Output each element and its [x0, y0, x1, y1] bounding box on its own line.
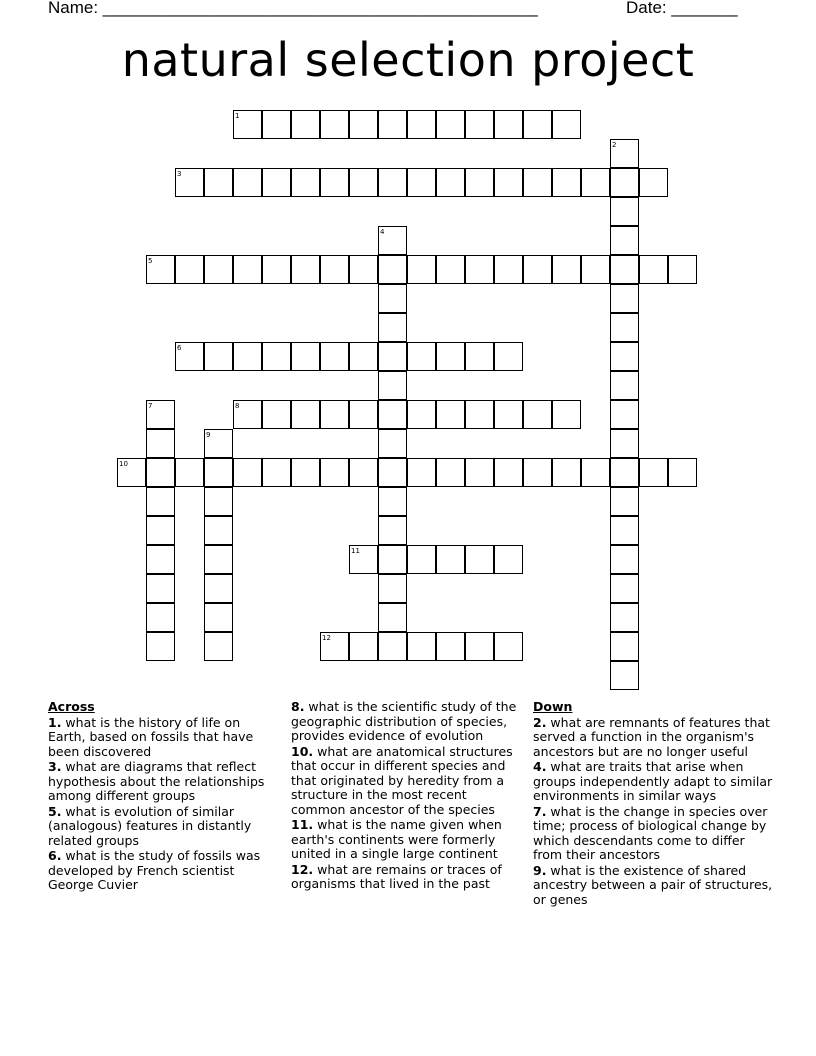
crossword-cell[interactable]	[436, 545, 465, 574]
crossword-cell[interactable]	[378, 429, 407, 458]
crossword-cell[interactable]	[204, 632, 233, 661]
crossword-cell[interactable]	[349, 400, 378, 429]
clue-number: 7.	[533, 803, 547, 819]
crossword-cell[interactable]	[378, 545, 407, 574]
crossword-cell[interactable]	[233, 342, 262, 371]
crossword-cell[interactable]	[204, 458, 233, 487]
crossword-cell[interactable]	[204, 574, 233, 603]
crossword-cell[interactable]	[146, 487, 175, 516]
crossword-cell[interactable]	[291, 342, 320, 371]
crossword-cell[interactable]	[233, 458, 262, 487]
crossword-cell[interactable]	[465, 342, 494, 371]
crossword-cell[interactable]	[523, 400, 552, 429]
crossword-cell[interactable]	[175, 342, 204, 371]
crossword-cell[interactable]	[117, 458, 146, 487]
crossword-cell[interactable]	[668, 255, 697, 284]
crossword-cell[interactable]	[262, 168, 291, 197]
crossword-cell[interactable]	[610, 458, 639, 487]
crossword-cell[interactable]	[320, 342, 349, 371]
clue-number: 12.	[291, 861, 314, 877]
crossword-cell[interactable]	[436, 168, 465, 197]
crossword-cell[interactable]	[204, 603, 233, 632]
crossword-cell[interactable]	[523, 110, 552, 139]
crossword-cell[interactable]	[262, 400, 291, 429]
crossword-cell[interactable]	[349, 632, 378, 661]
date-field[interactable]: Date: _______	[626, 0, 738, 17]
crossword-cell[interactable]	[494, 632, 523, 661]
crossword-cell[interactable]	[610, 313, 639, 342]
crossword-cell[interactable]	[436, 458, 465, 487]
across-clues-column-2	[291, 700, 523, 893]
crossword-cell[interactable]	[436, 632, 465, 661]
clue-across-6	[48, 849, 280, 893]
clue-number: 1.	[48, 714, 62, 730]
across-clues-column-1	[48, 700, 280, 894]
clue-text: what are remnants of features that served a function in the organism's ancestors but are no longer useful	[533, 714, 770, 759]
clue-across-11	[291, 818, 523, 862]
clue-number-label: 10	[119, 460, 128, 468]
clue-number-label: 4	[380, 228, 385, 236]
crossword-cell[interactable]	[320, 255, 349, 284]
crossword-cell[interactable]	[291, 110, 320, 139]
crossword-cell[interactable]	[523, 168, 552, 197]
crossword-cell[interactable]	[465, 255, 494, 284]
crossword-cell[interactable]	[407, 632, 436, 661]
crossword-cell[interactable]	[175, 458, 204, 487]
crossword-cell[interactable]	[436, 342, 465, 371]
crossword-cell[interactable]	[204, 545, 233, 574]
clue-down-9	[533, 864, 773, 908]
clue-number-label: 9	[206, 431, 211, 439]
crossword-cell[interactable]	[378, 342, 407, 371]
crossword-cell[interactable]	[378, 632, 407, 661]
down-heading: Down	[533, 699, 573, 714]
crossword-cell[interactable]	[146, 458, 175, 487]
crossword-cell[interactable]	[378, 371, 407, 400]
clue-number: 5.	[48, 803, 62, 819]
crossword-cell[interactable]	[378, 284, 407, 313]
crossword-cell[interactable]	[610, 429, 639, 458]
clue-down-4	[533, 760, 773, 804]
crossword-cell[interactable]	[146, 545, 175, 574]
crossword-cell[interactable]	[349, 255, 378, 284]
crossword-cell[interactable]	[233, 400, 262, 429]
crossword-cell[interactable]	[204, 255, 233, 284]
crossword-cell[interactable]	[494, 110, 523, 139]
crossword-cell[interactable]	[407, 255, 436, 284]
crossword-cell[interactable]	[146, 603, 175, 632]
crossword-cell[interactable]	[320, 632, 349, 661]
crossword-cell[interactable]	[552, 255, 581, 284]
clue-across-3	[48, 760, 280, 804]
crossword-cell[interactable]	[204, 342, 233, 371]
crossword-cell[interactable]	[146, 429, 175, 458]
down-clues-column	[533, 700, 773, 908]
name-field[interactable]: Name: ______________________________________________	[48, 0, 538, 17]
clue-number: 4.	[533, 759, 547, 774]
crossword-cell[interactable]	[436, 255, 465, 284]
clue-number-label: 12	[322, 634, 331, 642]
crossword-cell[interactable]	[378, 168, 407, 197]
crossword-cell[interactable]	[233, 255, 262, 284]
crossword-cell[interactable]	[610, 342, 639, 371]
crossword-cell[interactable]	[291, 458, 320, 487]
crossword-cell[interactable]	[552, 168, 581, 197]
crossword-cell[interactable]	[349, 545, 378, 574]
crossword-cell[interactable]	[581, 168, 610, 197]
crossword-cell[interactable]	[465, 400, 494, 429]
crossword-cell[interactable]	[494, 400, 523, 429]
crossword-cell[interactable]	[494, 545, 523, 574]
crossword-cell[interactable]	[146, 516, 175, 545]
crossword-cell[interactable]	[204, 487, 233, 516]
crossword-cell[interactable]	[407, 110, 436, 139]
crossword-cell[interactable]	[610, 545, 639, 574]
clue-across-1	[48, 716, 280, 760]
crossword-cell[interactable]	[262, 110, 291, 139]
crossword-cell[interactable]	[639, 458, 668, 487]
crossword-cell[interactable]	[610, 139, 639, 168]
crossword-cell[interactable]	[465, 458, 494, 487]
clue-text: what is the study of fossils was developed by French scientist George Cuvier	[48, 848, 261, 892]
crossword-cell[interactable]	[494, 255, 523, 284]
clue-number-label: 3	[177, 170, 182, 178]
clue-number: 8.	[291, 699, 305, 714]
crossword-cell[interactable]	[494, 168, 523, 197]
crossword-cell[interactable]	[349, 168, 378, 197]
crossword-cell[interactable]	[581, 255, 610, 284]
crossword-cell[interactable]	[378, 603, 407, 632]
clue-text: what is the change in species over time; process of biological change by which descendants come to differ from their ancestors	[533, 803, 768, 862]
clue-number-label: 5	[148, 257, 153, 265]
crossword-cell[interactable]	[494, 342, 523, 371]
crossword-cell[interactable]	[523, 458, 552, 487]
crossword-cell[interactable]	[378, 255, 407, 284]
crossword-cell[interactable]	[175, 255, 204, 284]
crossword-cell[interactable]	[146, 632, 175, 661]
crossword-cell[interactable]	[146, 574, 175, 603]
crossword-cell[interactable]	[436, 110, 465, 139]
crossword-cell[interactable]	[436, 400, 465, 429]
crossword-cell[interactable]	[262, 342, 291, 371]
clue-text: what are diagrams that reflect hypothesis about the relationships among different groups	[48, 759, 265, 803]
crossword-cell[interactable]	[378, 458, 407, 487]
crossword-cell[interactable]	[378, 574, 407, 603]
clue-number: 10.	[291, 743, 314, 759]
crossword-cell[interactable]	[262, 255, 291, 284]
crossword-cell[interactable]	[320, 458, 349, 487]
clue-text: what is the existence of shared ancestry between a pair of structures, or genes	[533, 862, 773, 907]
crossword-cell[interactable]	[494, 458, 523, 487]
crossword-cell[interactable]	[407, 168, 436, 197]
crossword-cell[interactable]	[378, 400, 407, 429]
crossword-cell[interactable]	[610, 516, 639, 545]
across-heading: Across	[48, 699, 95, 714]
crossword-cell[interactable]	[610, 661, 639, 690]
crossword-cell[interactable]	[610, 371, 639, 400]
crossword-cell[interactable]	[552, 110, 581, 139]
crossword-cell[interactable]	[349, 458, 378, 487]
clue-number: 11.	[291, 817, 314, 832]
crossword-cell[interactable]	[610, 197, 639, 226]
crossword-cell[interactable]	[378, 516, 407, 545]
crossword-cell[interactable]	[407, 458, 436, 487]
crossword-cell[interactable]	[175, 168, 204, 197]
crossword-cell[interactable]	[204, 516, 233, 545]
clue-down-2	[533, 716, 773, 760]
clue-across-5	[48, 805, 280, 849]
clue-number-label: 1	[235, 112, 240, 120]
clue-number: 2.	[533, 714, 547, 730]
crossword-cell[interactable]	[465, 110, 494, 139]
crossword-cell[interactable]	[233, 110, 262, 139]
clue-text: what are traits that arise when groups independently adapt to similar environments in similar ways	[533, 759, 773, 803]
crossword-cell[interactable]	[378, 110, 407, 139]
crossword-cell[interactable]	[146, 255, 175, 284]
crossword-cell[interactable]	[349, 110, 378, 139]
crossword-cell[interactable]	[552, 400, 581, 429]
crossword-cell[interactable]	[407, 545, 436, 574]
crossword-cell[interactable]	[639, 168, 668, 197]
crossword-cell[interactable]	[146, 400, 175, 429]
crossword-cell[interactable]	[291, 400, 320, 429]
clue-text: what is the scientific study of the geographic distribution of species, provides evidence of evolution	[291, 699, 517, 743]
clue-number: 3.	[48, 759, 62, 774]
crossword-cell[interactable]	[320, 110, 349, 139]
crossword-cell[interactable]	[378, 313, 407, 342]
clue-number: 6.	[48, 848, 62, 863]
clue-text: what is the history of life on Earth, based on fossils that have been discovered	[48, 714, 254, 759]
crossword-cell[interactable]	[378, 487, 407, 516]
crossword-cell[interactable]	[291, 168, 320, 197]
crossword-cell[interactable]	[668, 458, 697, 487]
crossword-cell[interactable]	[610, 255, 639, 284]
clue-number-label: 7	[148, 402, 153, 410]
crossword-cell[interactable]	[291, 255, 320, 284]
crossword-cell[interactable]	[262, 458, 291, 487]
crossword-cell[interactable]	[465, 168, 494, 197]
clue-number-label: 11	[351, 547, 360, 555]
crossword-cell[interactable]	[407, 342, 436, 371]
crossword-cell[interactable]	[639, 255, 668, 284]
clue-text: what are anatomical structures that occur in different species and that originated by heredity from a structure in the most recent common ancestor of the species	[291, 743, 513, 817]
crossword-cell[interactable]	[204, 168, 233, 197]
clue-number-label: 2	[612, 141, 617, 149]
crossword-cell[interactable]	[233, 168, 262, 197]
crossword-cell[interactable]	[320, 168, 349, 197]
crossword-cell[interactable]	[407, 400, 436, 429]
clue-text: what is the name given when earth's continents were formerly united in a single large continent	[291, 817, 502, 861]
crossword-cell[interactable]	[610, 487, 639, 516]
crossword-cell[interactable]	[349, 342, 378, 371]
clue-number-label: 8	[235, 402, 240, 410]
crossword-cell[interactable]	[465, 545, 494, 574]
crossword-cell[interactable]	[610, 574, 639, 603]
clue-text: what is evolution of similar (analogous) features in distantly related groups	[48, 803, 252, 848]
crossword-cell[interactable]	[610, 400, 639, 429]
clue-number-label: 6	[177, 344, 182, 352]
crossword-cell[interactable]	[610, 603, 639, 632]
crossword-cell[interactable]	[320, 400, 349, 429]
crossword-cell[interactable]	[610, 168, 639, 197]
crossword-cell[interactable]	[552, 458, 581, 487]
page-title: natural selection project	[121, 33, 695, 87]
crossword-cell[interactable]	[204, 429, 233, 458]
clue-across-8	[291, 700, 523, 744]
clue-text: what are remains or traces of organisms that lived in the past	[291, 861, 502, 891]
crossword-cell[interactable]	[465, 632, 494, 661]
clue-number: 9.	[533, 862, 547, 878]
clue-down-7	[533, 805, 773, 863]
clue-across-10	[291, 745, 523, 818]
crossword-cell[interactable]	[610, 284, 639, 313]
crossword-cell[interactable]	[610, 226, 639, 255]
crossword-cell[interactable]	[378, 226, 407, 255]
crossword-cell[interactable]	[523, 255, 552, 284]
crossword-cell[interactable]	[581, 458, 610, 487]
clue-across-12	[291, 863, 523, 892]
crossword-cell[interactable]	[610, 632, 639, 661]
